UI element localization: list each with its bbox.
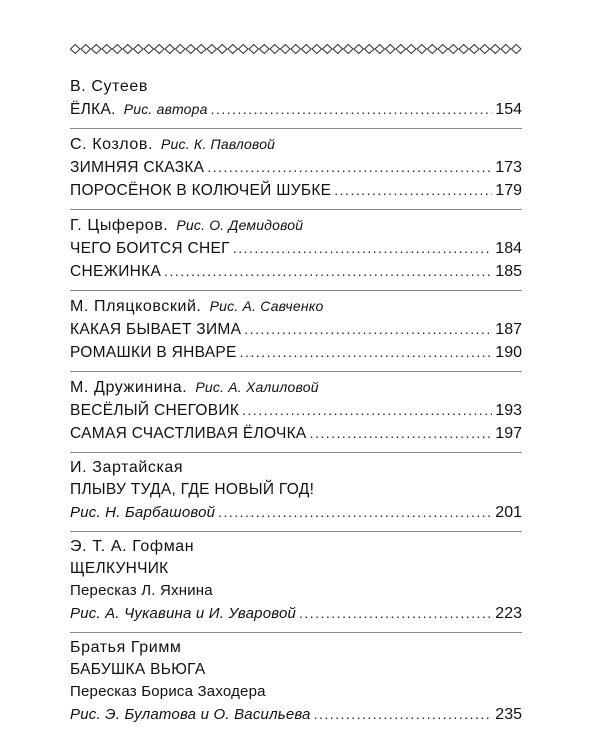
toc-item[interactable]	[70, 399, 522, 422]
ornament-diamond	[312, 45, 322, 54]
ornament-diamond	[323, 45, 333, 54]
ornament-diamond	[344, 45, 354, 54]
story-title: ЁЛКА.	[70, 101, 116, 118]
retelling-credit: Пересказ Л. Яхнина	[70, 582, 213, 599]
toc-item[interactable]	[70, 179, 522, 202]
table-of-contents	[70, 72, 522, 733]
toc-entry-zartayskaya	[70, 453, 522, 532]
toc-item[interactable]	[70, 422, 522, 445]
ornament-diamond	[470, 45, 480, 54]
ornament-diamond	[81, 45, 91, 54]
ornament-diamond	[417, 45, 427, 54]
ornament-diamond	[102, 45, 112, 54]
ornament-diamond	[291, 45, 301, 54]
author-name: В. Сутеев	[70, 78, 148, 95]
story-title: ПЛЫВУ ТУДА, ГДЕ НОВЫЙ ГОД!	[70, 481, 315, 498]
page-number: 190	[495, 344, 522, 361]
toc-item[interactable]	[70, 98, 522, 121]
ornament-diamond	[260, 45, 270, 54]
story-title: РОМАШКИ В ЯНВАРЕ	[70, 344, 237, 361]
page-number: 185	[495, 263, 522, 280]
toc-entry-druzhinina	[70, 372, 522, 453]
dot-leader	[211, 98, 493, 120]
ornament-diamond	[123, 45, 133, 54]
illustrator-credit: Рис. Н. Барбашовой	[70, 504, 216, 521]
page-number: 179	[495, 182, 522, 199]
author-name: И. Зартайская	[70, 459, 184, 476]
ornament-diamond	[207, 45, 217, 54]
story-title: СНЕЖИНКА	[70, 263, 162, 280]
author-name: С. Козлов.	[70, 136, 153, 153]
dot-leader	[233, 237, 492, 259]
illustrator-credit: Рис. А. Савченко	[209, 298, 324, 314]
dot-leader	[299, 602, 492, 624]
page-number: 223	[495, 605, 522, 622]
toc-item[interactable]	[70, 501, 522, 524]
ornament-diamond	[218, 45, 228, 54]
ornament-diamond	[176, 45, 186, 54]
story-title: ПОРОСЁНОК В КОЛЮЧЕЙ ШУБКЕ	[70, 182, 332, 199]
author-name: М. Дружинина.	[70, 379, 188, 396]
author-name: Э. Т. А. Гофман	[70, 538, 195, 555]
toc-item[interactable]	[70, 237, 522, 260]
ornament-diamond	[428, 45, 438, 54]
ornament-diamond	[302, 45, 312, 54]
story-title: ЗИМНЯЯ СКАЗКА	[70, 159, 205, 176]
toc-entry-plyatskovsky	[70, 291, 522, 372]
toc-entry-grimm	[70, 633, 522, 733]
ornament-diamond	[134, 45, 144, 54]
dot-leader	[164, 260, 492, 282]
illustrator-note: Рис. автора	[123, 101, 208, 117]
page-number: 154	[495, 101, 522, 118]
ornament-diamond	[155, 45, 165, 54]
author-name: Братья Гримм	[70, 639, 182, 656]
ornament-diamond	[281, 45, 291, 54]
illustrator-credit: Рис. О. Демидовой	[176, 217, 304, 233]
author-name: М. Пляцковский.	[70, 298, 202, 315]
story-title: ВЕСЁЛЫЙ СНЕГОВИК	[70, 402, 240, 419]
toc-item[interactable]	[70, 602, 522, 625]
illustrator-credit: Рис. К. Павловой	[161, 136, 276, 152]
story-title: БАБУШКА ВЬЮГА	[70, 661, 206, 678]
ornament-diamond	[396, 45, 406, 54]
illustrator-credit: Рис. А. Халиловой	[195, 379, 319, 395]
story-title: ЩЕЛКУНЧИК	[70, 560, 169, 577]
ornament-diamond	[239, 45, 249, 54]
page-number: 201	[495, 504, 522, 521]
ornament-diamond	[113, 45, 123, 54]
ornament-diamond	[438, 45, 448, 54]
story-title: ЧЕГО БОИТСЯ СНЕГ	[70, 240, 230, 257]
ornament-diamond	[249, 45, 259, 54]
retelling-credit: Пересказ Бориса Заходера	[70, 683, 266, 700]
toc-entry-tsyferov	[70, 210, 522, 291]
ornament-diamond	[92, 45, 102, 54]
dot-leader	[242, 399, 492, 421]
ornament-diamond	[197, 45, 207, 54]
page-number: 197	[495, 425, 522, 442]
toc-item[interactable]	[70, 260, 522, 283]
illustrator-credit: Рис. Э. Булатова и О. Васильева	[70, 706, 311, 723]
ornament-diamond	[365, 45, 375, 54]
page-number: 184	[495, 240, 522, 257]
page-number: 187	[495, 321, 522, 338]
ornament-diamond	[386, 45, 396, 54]
dot-leader	[310, 422, 493, 444]
story-title: САМАЯ СЧАСТЛИВАЯ ЁЛОЧКА	[70, 425, 307, 442]
story-title: КАКАЯ БЫВАЕТ ЗИМА	[70, 321, 242, 338]
dot-leader	[207, 156, 492, 178]
ornament-diamond	[186, 45, 196, 54]
ornament-diamond	[71, 45, 81, 54]
toc-entry-kozlov	[70, 129, 522, 210]
ornament-diamond	[354, 45, 364, 54]
dot-leader	[314, 703, 493, 725]
ornament-diamond	[144, 45, 154, 54]
ornament-diamond	[449, 45, 459, 54]
page-number: 173	[495, 159, 522, 176]
author-name: Г. Цыферов.	[70, 217, 169, 234]
ornament-diamond	[459, 45, 469, 54]
ornament-diamond	[165, 45, 175, 54]
toc-entry-hoffmann	[70, 532, 522, 633]
toc-item[interactable]	[70, 156, 522, 179]
ornament-diamond	[228, 45, 238, 54]
dot-leader	[240, 341, 493, 363]
ornament-diamond	[480, 45, 490, 54]
ornament-diamond	[333, 45, 343, 54]
toc-entry-sutееv	[70, 72, 522, 129]
dot-leader	[244, 318, 492, 340]
page-number: 235	[495, 706, 522, 723]
ornament-diamond	[375, 45, 385, 54]
page-number: 193	[495, 402, 522, 419]
ornament-diamond	[491, 45, 501, 54]
ornament-diamond	[512, 45, 522, 54]
toc-item[interactable]	[70, 318, 522, 341]
illustrator-credit: Рис. А. Чукавина и И. Уваровой	[70, 605, 297, 622]
dot-leader	[218, 501, 492, 523]
ornament-diamond	[501, 45, 511, 54]
ornament-diamond	[407, 45, 417, 54]
ornament-diamond	[270, 45, 280, 54]
decorative-ornament-border	[70, 42, 522, 56]
dot-leader	[334, 179, 492, 201]
toc-item[interactable]	[70, 703, 522, 726]
toc-item[interactable]	[70, 341, 522, 364]
